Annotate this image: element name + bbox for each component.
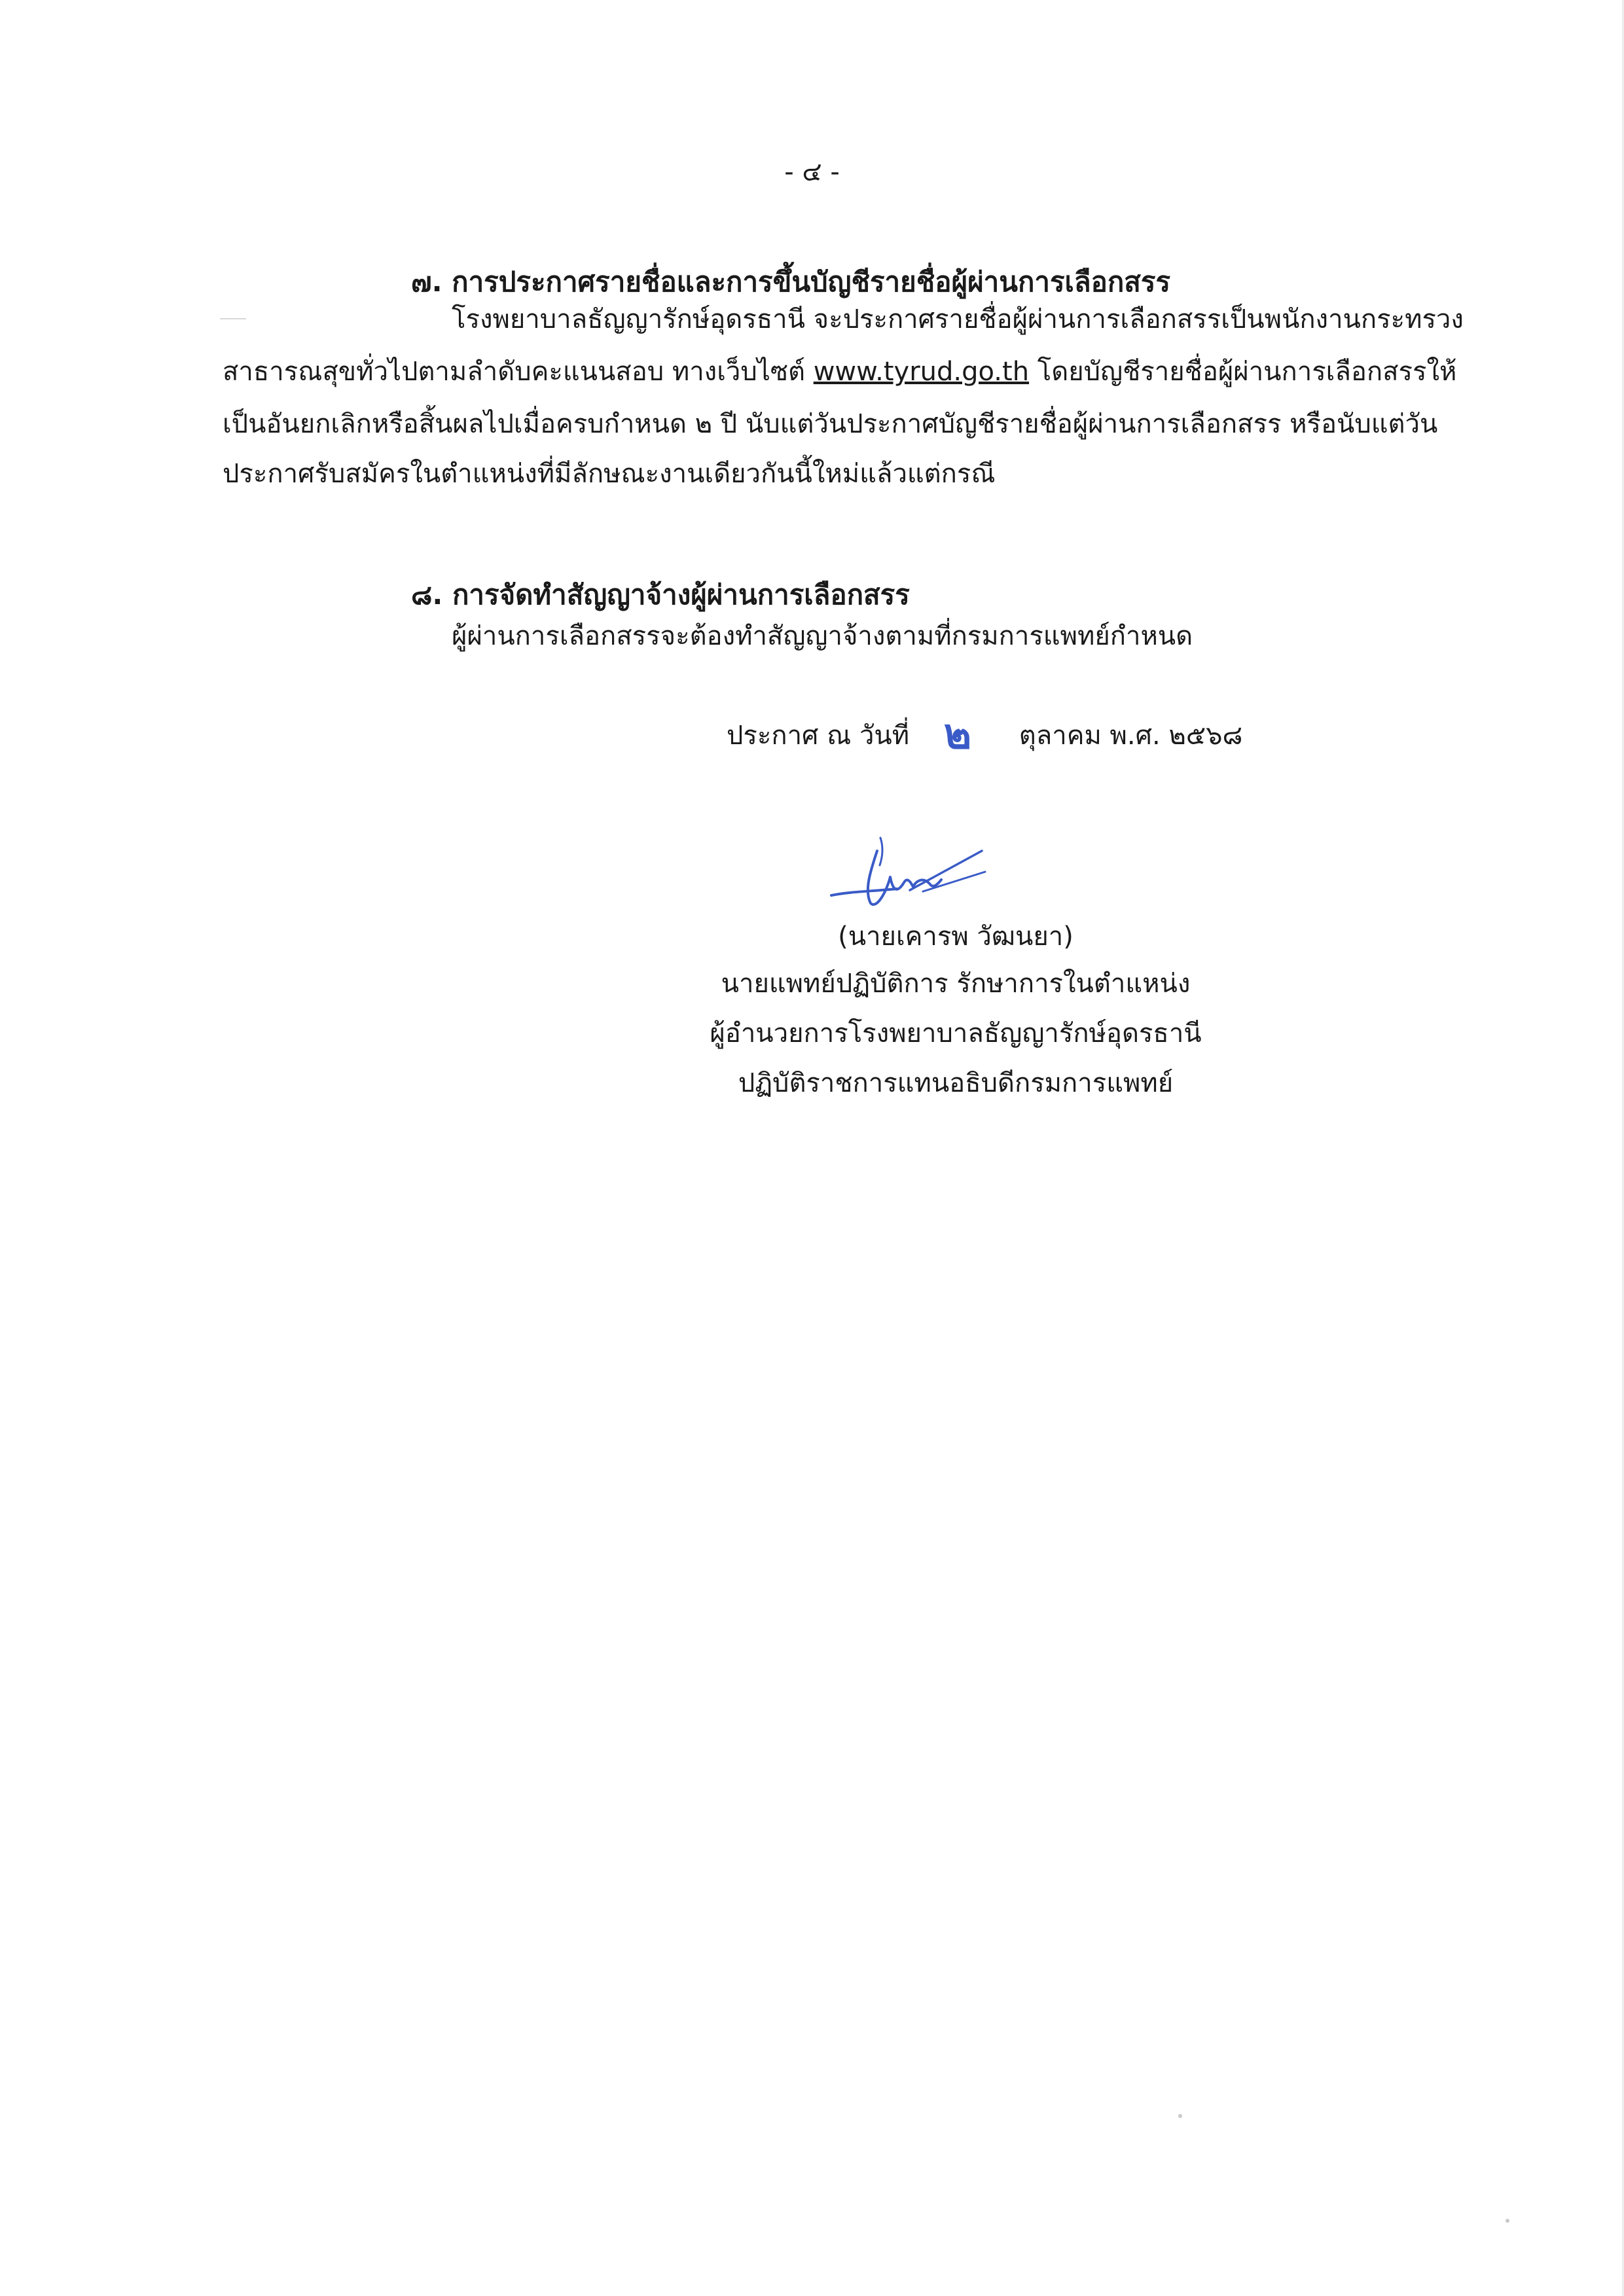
section-7-line-1: โรงพยาบาลธัญญารักษ์อุดรธานี จะประกาศรายชื่อผู้ผ่านการเลือกสรรเป็นพนักงานกระทรวง [452, 304, 1464, 334]
scan-artifact [220, 318, 246, 319]
section-7-line-2 [223, 359, 1456, 385]
section-7-line-2-start: สาธารณสุขทั่วไปตามลำดับคะแนนสอบ ทางเว็บไซต์ [223, 357, 814, 387]
scan-speck [1506, 2219, 1509, 2223]
page-number: - ๔ - [784, 157, 840, 187]
announcement-prefix: ประกาศ ณ วันที่ [727, 721, 910, 751]
section-7-heading: ๗. การประกาศรายชื่อและการขึ้นบัญชีรายชื่อผู้ผ่านการเลือกสรร [411, 266, 1171, 298]
section-8-line-1: ผู้ผ่านการเลือกสรรจะต้องทำสัญญาจ้างตามที่กรมการแพทย์กำหนด [452, 621, 1193, 651]
signatory-name: (นายเคารพ วัฒนยา) [838, 922, 1074, 952]
signatory-position-3: ปฏิบัติราชการแทนอธิบดีกรมการแพทย์ [738, 1068, 1174, 1098]
signatory-position-1: นายแพทย์ปฏิบัติการ รักษาการในตำแหน่ง [721, 969, 1191, 999]
handwritten-day: ๒ [943, 710, 972, 759]
section-8-heading: ๘. การจัดทำสัญญาจ้างผู้ผ่านการเลือกสรร [411, 579, 910, 611]
signature-image [825, 831, 995, 923]
section-7-line-2-end: โดยบัญชีรายชื่อผู้ผ่านการเลือกสรรให้ [1029, 357, 1457, 387]
section-7-line-4: ประกาศรับสมัครในตำแหน่งที่มีลักษณะงานเดียวกันนี้ใหม่แล้วแต่กรณี [223, 459, 996, 489]
announcement-month-year: ตุลาคม พ.ศ. ๒๕๖๘ [1019, 721, 1243, 751]
signatory-position-2: ผู้อำนวยการโรงพยาบาลธัญญารักษ์อุดรธานี [710, 1018, 1202, 1049]
section-7-line-3: เป็นอันยกเลิกหรือสิ้นผลไปเมื่อครบกำหนด ๒ ปี นับแต่วันประกาศบัญชีรายชื่อผู้ผ่านการเลือกสรร หรือนับแต่วัน [223, 409, 1438, 439]
scan-speck [1178, 2114, 1182, 2118]
announcement-date [727, 700, 1242, 767]
website-link[interactable]: www.tyrud.go.th [813, 357, 1030, 387]
